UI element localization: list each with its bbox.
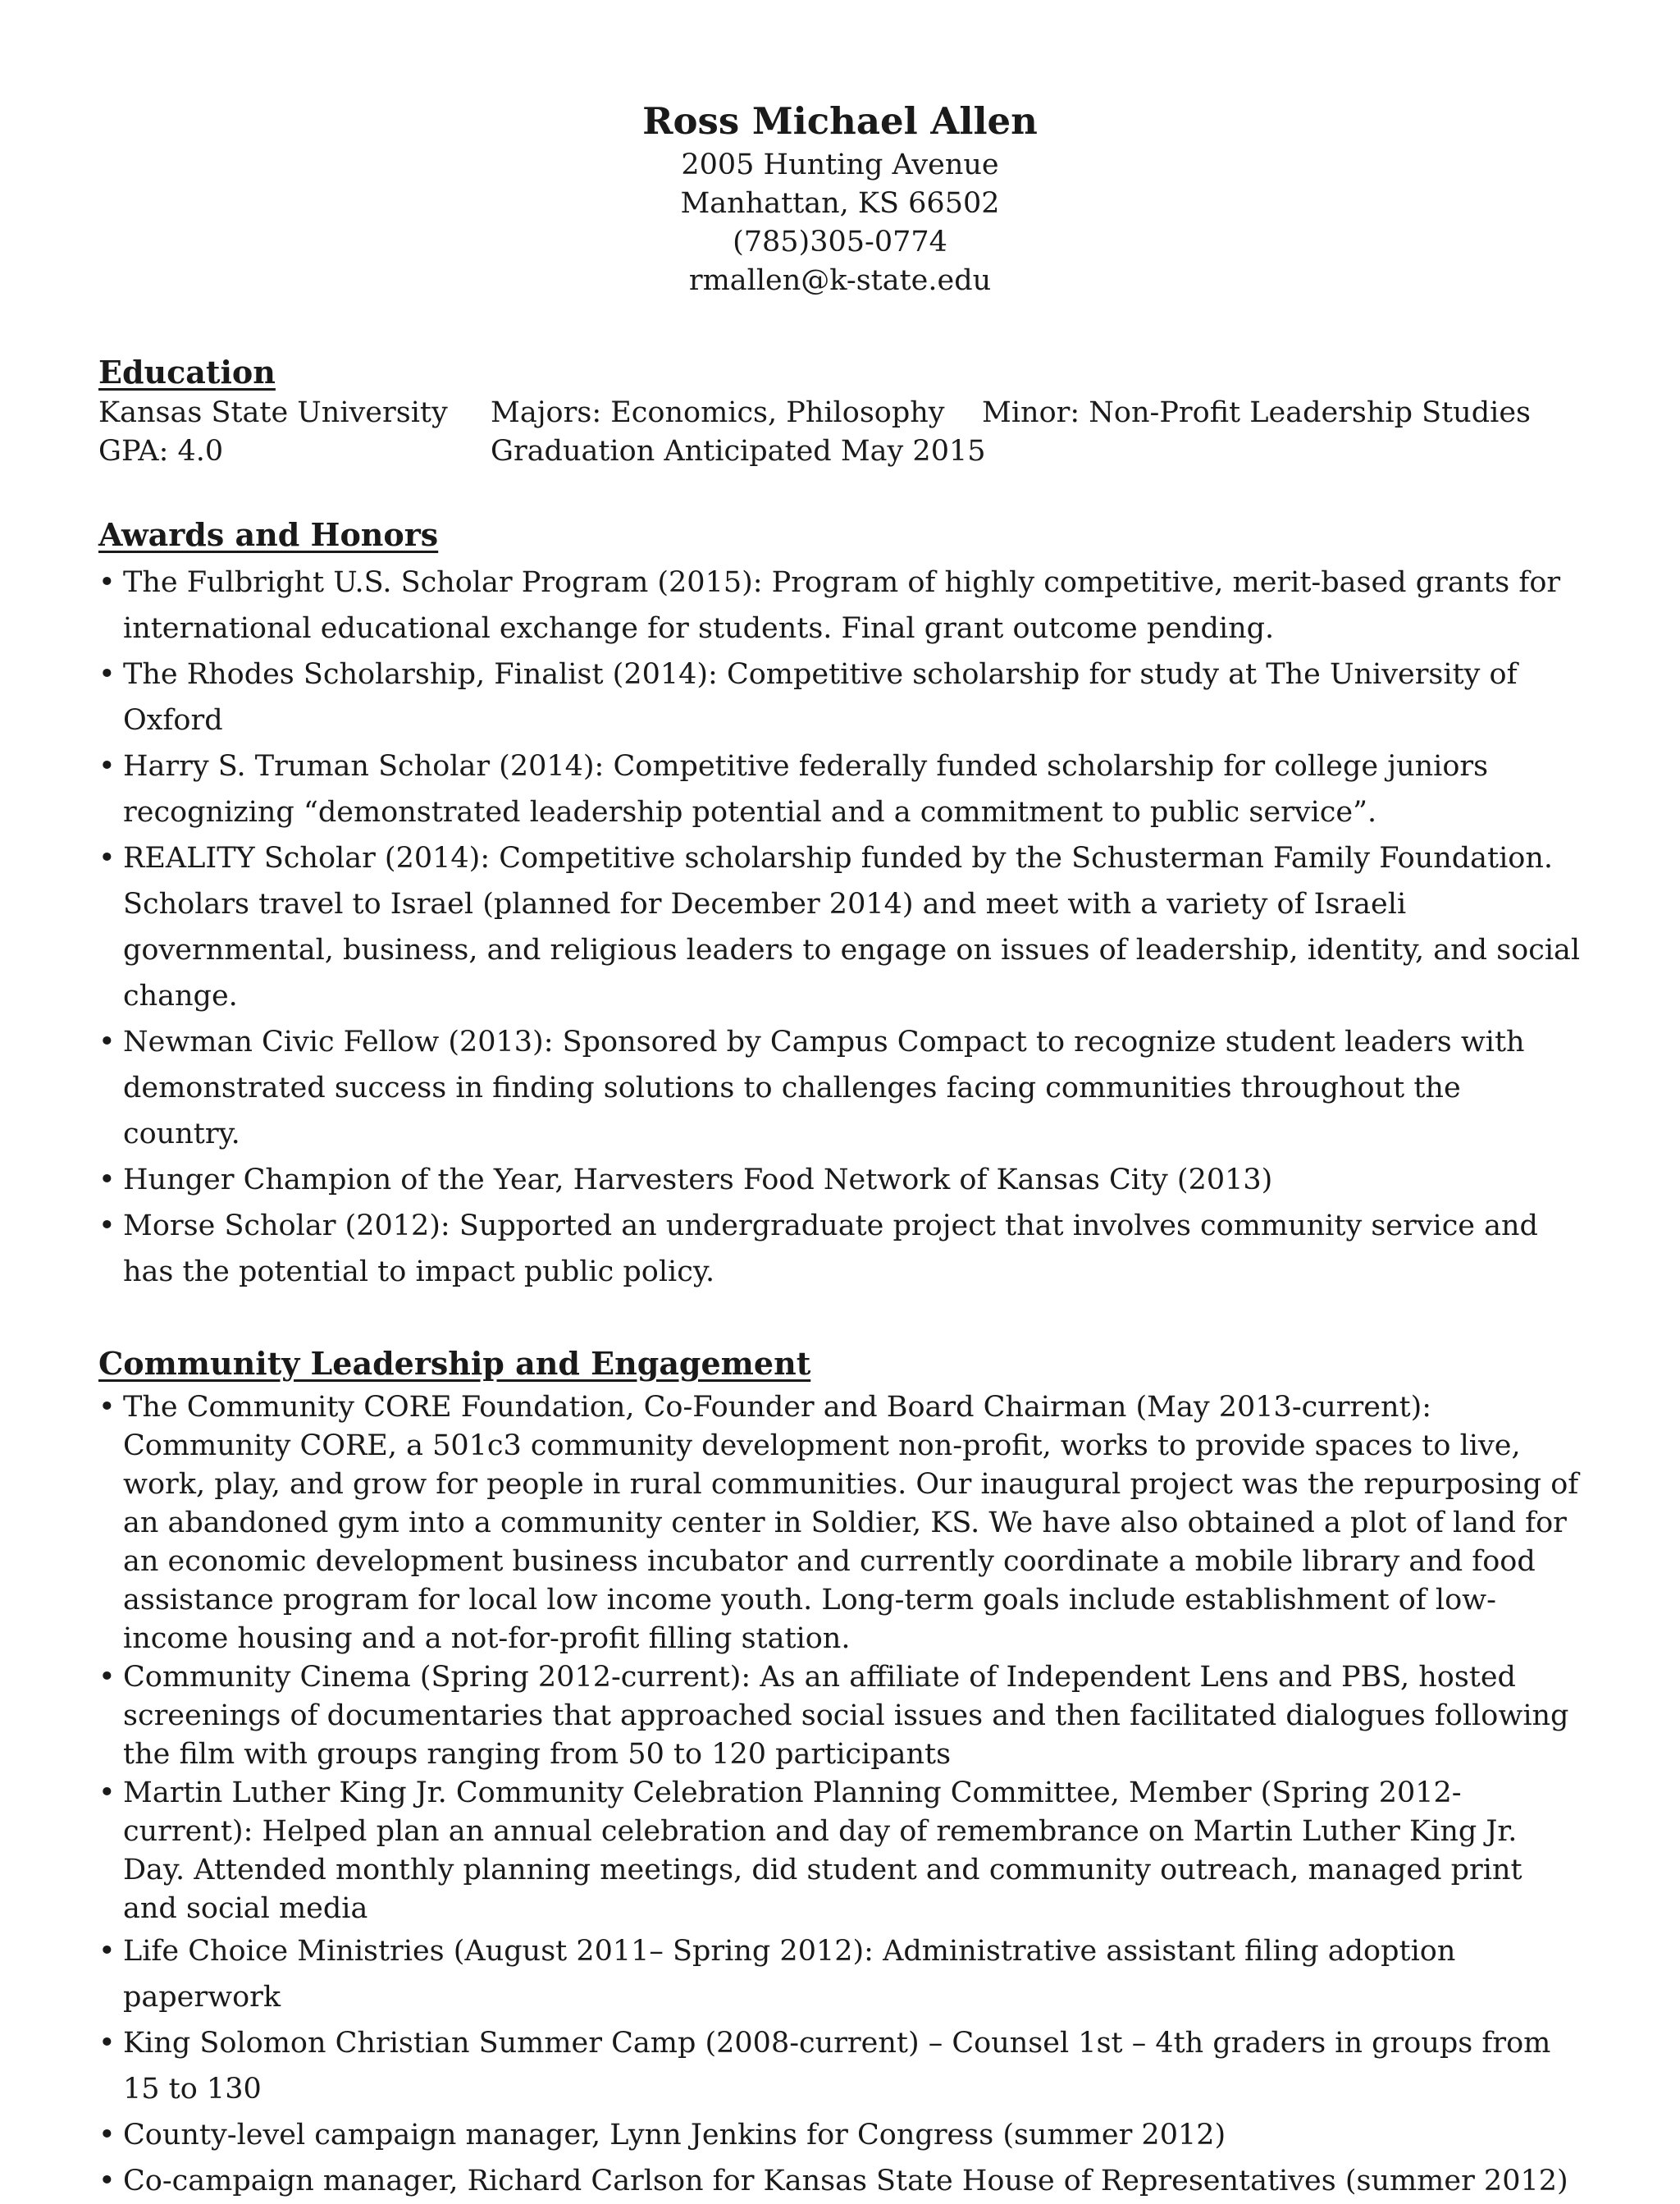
award-item xyxy=(98,1157,1582,1203)
bullet-icon: • xyxy=(98,566,116,599)
bullet-icon: • xyxy=(98,1661,116,1694)
education-row xyxy=(98,394,1582,432)
education-minor: Minor: Non-Profit Leadership Studies xyxy=(982,396,1531,429)
bullet-icon: • xyxy=(98,1209,116,1242)
award-item xyxy=(98,835,1582,1019)
community-text: Life Choice Ministries (August 2011– Spring 2012): Administrative assistant filing adoption paperwork xyxy=(123,1935,1456,2014)
bullet-icon: • xyxy=(98,658,116,691)
community-item xyxy=(98,1388,1582,1658)
award-text: Morse Scholar (2012): Supported an undergraduate project that involves community service and has the potential to impact public policy. xyxy=(123,1209,1538,1288)
community-text: County-level campaign manager, Lynn Jenkins for Congress (summer 2012) xyxy=(123,2119,1226,2151)
education-gpa: GPA: 4.0 xyxy=(98,435,224,468)
community-text: The Community CORE Foundation, Co-Founder and Board Chairman (May 2013-current): Community CORE, a 501c3 community development non-profit, works to provide spaces to live, work, play, and grow for people in rural communities. Our inaugural project was the repurposing of an abandoned gym into a community center in Soldier, KS. We have also obtained a plot of land for an economic development business incubator and currently coordinate a mobile library and food assistance program for local low income youth. Long-term goals include establishment of low-income housing and a not-for-profit filling station. xyxy=(123,1391,1579,1655)
email-address: rmallen@k-state.edu xyxy=(688,264,992,297)
education-row xyxy=(98,432,1582,471)
bullet-icon: • xyxy=(98,2119,116,2151)
bullet-icon: • xyxy=(98,1164,116,1196)
address-line-2: Manhattan, KS 66502 xyxy=(680,187,1000,220)
community-item xyxy=(98,1774,1582,1928)
community-item xyxy=(98,1658,1582,1774)
resume-header xyxy=(98,0,1582,300)
awards-list xyxy=(98,560,1582,1295)
award-text: The Rhodes Scholarship, Finalist (2014): Competitive scholarship for study at The University of Oxford xyxy=(123,658,1518,737)
award-item xyxy=(98,1019,1582,1157)
community-text: Community Cinema (Spring 2012-current): As an affiliate of Independent Lens and PBS, hosted screenings of documentaries that approached social issues and then facilitated dialogues following the film with groups ranging from 50 to 120 participants xyxy=(123,1661,1569,1771)
bullet-icon: • xyxy=(98,1026,116,1059)
award-text: The Fulbright U.S. Scholar Program (2015): Program of highly competitive, merit-based grants for international educational exchange for students. Final grant outcome pending. xyxy=(123,566,1561,645)
address-line-1: 2005 Hunting Avenue xyxy=(681,149,999,181)
bullet-icon: • xyxy=(98,2165,116,2197)
award-text: Harry S. Truman Scholar (2014): Competitive federally funded scholarship for college juniors recognizing “demonstrated leadership potential and a commitment to public service”. xyxy=(123,750,1489,829)
award-item xyxy=(98,743,1582,835)
community-list xyxy=(98,1388,1582,2204)
community-text: Co-campaign manager, Richard Carlson for Kansas State House of Representatives (summer 2012) xyxy=(123,2165,1568,2197)
bullet-icon: • xyxy=(98,1776,116,1809)
bullet-icon: • xyxy=(98,750,116,783)
bullet-icon: • xyxy=(98,1935,116,1968)
bullet-icon: • xyxy=(98,842,116,875)
community-heading: Community Leadership and Engagement xyxy=(98,1345,811,1382)
bullet-icon: • xyxy=(98,2027,116,2060)
education-heading: Education xyxy=(98,354,276,391)
education-school: Kansas State University xyxy=(98,396,448,429)
education-majors: Majors: Economics, Philosophy xyxy=(491,396,945,429)
award-text: REALITY Scholar (2014): Competitive scholarship funded by the Schusterman Family Foundation. Scholars travel to Israel (planned for December 2014) and meet with a variety of Israeli governmental, business, and religious leaders to engage on issues of leadership, identity, and social change. xyxy=(123,842,1581,1013)
community-text: Martin Luther King Jr. Community Celebration Planning Committee, Member (Spring 2012-current): Helped plan an annual celebration and day of remembrance on Martin Luther King Jr. Day. Attended monthly planning meetings, did student and community outreach, managed print and social media xyxy=(123,1776,1522,1925)
community-item xyxy=(98,2020,1582,2112)
award-text: Hunger Champion of the Year, Harvesters Food Network of Kansas City (2013) xyxy=(123,1164,1273,1196)
awards-heading: Awards and Honors xyxy=(98,516,439,553)
phone-number: (785)305-0774 xyxy=(733,226,947,258)
community-item xyxy=(98,1928,1582,2020)
education-graduation: Graduation Anticipated May 2015 xyxy=(491,435,986,468)
community-text: King Solomon Christian Summer Camp (2008-current) – Counsel 1st – 4th graders in groups from 15 to 130 xyxy=(123,2027,1551,2106)
community-item xyxy=(98,2112,1582,2158)
bullet-icon: • xyxy=(98,1391,116,1424)
award-item xyxy=(98,1203,1582,1295)
award-item xyxy=(98,652,1582,743)
candidate-name: Ross Michael Allen xyxy=(642,99,1038,143)
community-item xyxy=(98,2158,1582,2204)
award-item xyxy=(98,560,1582,652)
award-text: Newman Civic Fellow (2013): Sponsored by Campus Compact to recognize student leaders with demonstrated success in finding solutions to challenges facing communities throughout the country. xyxy=(123,1026,1525,1150)
